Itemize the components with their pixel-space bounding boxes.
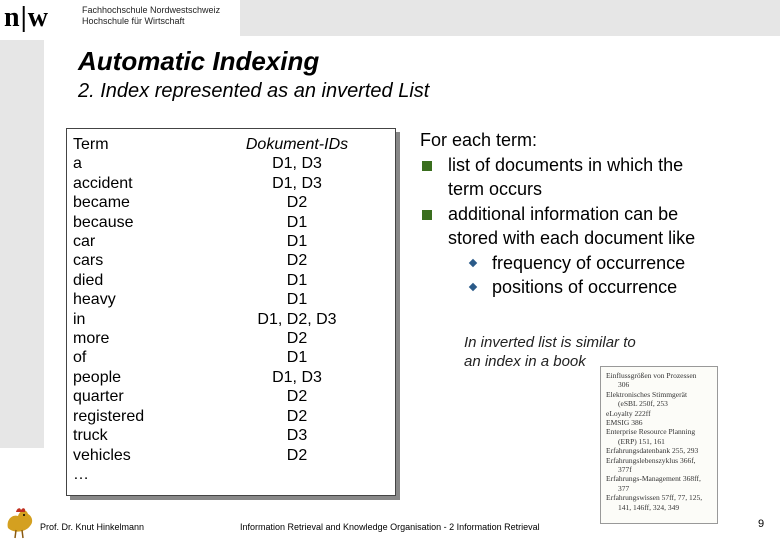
logo-mark: n|w xyxy=(4,2,49,33)
book-index-line: 306 xyxy=(618,380,630,390)
book-index-line: eLoyalty 222ff xyxy=(606,408,651,418)
term-cell: accident xyxy=(73,174,133,192)
sub-bullet-text: positions of occurrence xyxy=(492,277,678,297)
bullet-continuation: term occurs xyxy=(448,179,543,199)
logo-school-name xyxy=(82,5,220,27)
doc-cell: D1, D3 xyxy=(272,368,322,386)
bullet-documents xyxy=(420,153,770,178)
book-index-line: (ERP) 151, 161 xyxy=(618,436,665,446)
term-cell: died xyxy=(73,271,104,289)
slide-title: Automatic Indexing xyxy=(78,46,320,76)
book-index-line: Erfahrungslebenszyklus 366f, xyxy=(606,455,696,465)
note-line: an index in a book xyxy=(464,353,586,370)
term-cell: heavy xyxy=(73,291,116,309)
book-index-line: Elektronisches Stimmgerät xyxy=(606,389,688,399)
term-cell: of xyxy=(73,349,87,367)
term-cell: a xyxy=(73,155,82,173)
slide-subtitle: 2. Index represented as an inverted List xyxy=(78,80,430,102)
bullet-continuation: stored with each document like xyxy=(448,228,696,248)
note-line: In inverted list is similar to xyxy=(464,334,636,351)
square-bullet-icon xyxy=(422,161,432,171)
book-index-line: 141, 146ff, 324, 349 xyxy=(618,502,680,512)
term-column xyxy=(73,135,144,484)
doc-cell: D1, D2, D3 xyxy=(257,310,337,328)
footer-author: Prof. Dr. Knut Hinkelmann xyxy=(40,522,145,532)
doc-cell: D3 xyxy=(286,427,308,445)
book-index-lines xyxy=(601,367,717,516)
book-index-image xyxy=(600,366,718,524)
term-cell: in xyxy=(73,310,86,328)
term-cell: more xyxy=(73,330,110,348)
doc-cell: D1 xyxy=(286,349,308,367)
term-cell: quarter xyxy=(73,388,124,406)
explanation-text xyxy=(420,128,770,300)
bullet-additional-info xyxy=(420,202,770,227)
doc-cell: D1 xyxy=(286,233,308,251)
square-bullet-icon xyxy=(422,210,432,220)
term-cell: cars xyxy=(73,252,104,270)
doc-cell: D2 xyxy=(286,330,308,348)
book-index-line: 377f xyxy=(618,465,632,475)
left-decor-strip xyxy=(0,40,44,448)
doc-cell: D1, D3 xyxy=(272,155,322,173)
book-index-line: 377 xyxy=(618,483,630,493)
bullet-text: list of documents in which the xyxy=(448,154,684,175)
term-cell: registered xyxy=(73,407,145,425)
doc-cell: D2 xyxy=(286,407,308,425)
doc-cell: D1, D3 xyxy=(272,174,322,192)
book-index-line: Erfahrungsdatenbank 255, 293 xyxy=(606,446,699,456)
doc-cell: D1 xyxy=(286,271,308,289)
explanation-intro: For each term: xyxy=(420,130,538,150)
fhnw-logo xyxy=(0,0,240,40)
footer-course: Information Retrieval and Knowledge Organisation - 2 Information Retrieval xyxy=(240,522,540,532)
logo-line-2: Hochschule für Wirtschaft xyxy=(82,16,185,26)
book-index-line: EMSIG 386 xyxy=(606,418,643,428)
term-cell: truck xyxy=(73,427,108,445)
doc-cell: D2 xyxy=(286,252,308,270)
doc-cell: D2 xyxy=(286,194,308,212)
book-index-line: Einflussgrößen von Prozessen xyxy=(606,371,697,380)
bullet-text: additional information can be xyxy=(448,203,679,224)
term-cell: became xyxy=(73,194,130,212)
term-cell-ellipsis: … xyxy=(73,465,89,483)
book-index-line: Enterprise Resource Planning xyxy=(606,427,696,437)
term-cell: people xyxy=(73,368,122,386)
term-cell: because xyxy=(73,213,134,231)
term-cell: car xyxy=(73,233,96,251)
page-number: 9 xyxy=(758,518,765,530)
sub-bullet-positions xyxy=(420,275,770,300)
header-band xyxy=(240,0,780,36)
sub-bullet-frequency xyxy=(420,251,770,276)
doc-cell: D2 xyxy=(286,446,308,464)
sub-bullet-text: frequency of occurrence xyxy=(492,252,686,273)
book-index-line: Erfahrungswissen 57ff, 77, 125, xyxy=(606,493,703,503)
logo-line-1: Fachhochschule Nordwestschweiz xyxy=(82,5,221,15)
book-index-line: Erfahrungs-Management 368ff, xyxy=(606,474,701,484)
doc-cell: D1 xyxy=(286,213,308,231)
doc-cell: D2 xyxy=(286,388,308,406)
doc-header: Dokument-IDs xyxy=(245,136,349,153)
term-header: Term xyxy=(73,136,109,153)
rooster-icon xyxy=(2,498,38,540)
book-index-line: (eSBL 250f, 253 xyxy=(618,399,668,409)
diamond-bullet-icon xyxy=(469,258,477,266)
doc-cell: D1 xyxy=(286,291,308,309)
inverted-list-table xyxy=(66,128,396,496)
document-id-column xyxy=(227,135,367,465)
diamond-bullet-icon xyxy=(469,283,477,291)
term-cell: vehicles xyxy=(73,446,131,464)
